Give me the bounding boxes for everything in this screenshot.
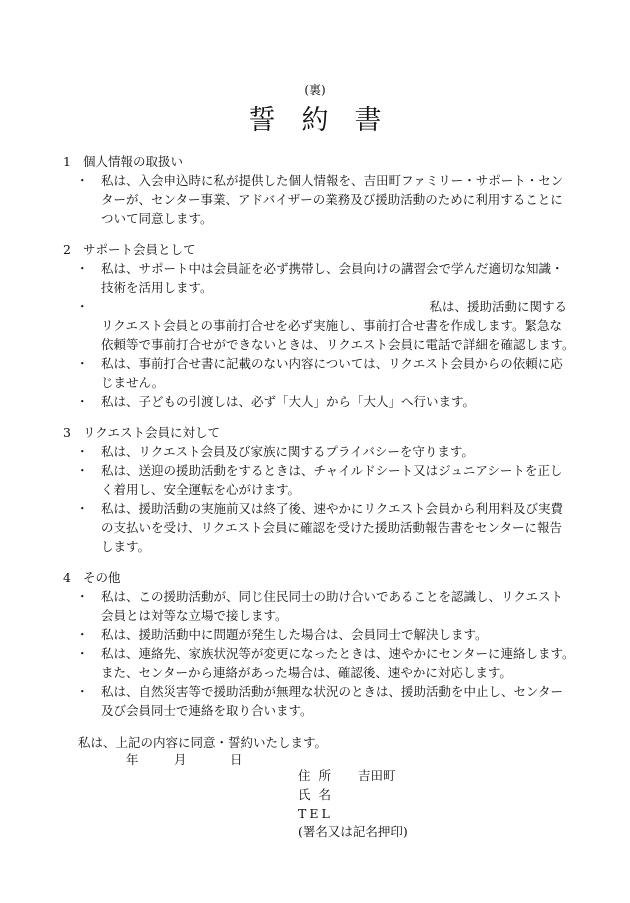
list-item	[63, 171, 573, 228]
item-list	[63, 587, 573, 720]
signature-note: (署名又は記名押印)	[298, 824, 408, 839]
item-line: 私は、子どもの引渡しは、必ず「大人」から「大人」へ行います。	[101, 394, 476, 409]
section-heading	[63, 240, 573, 259]
bullet-icon: ・	[76, 589, 89, 604]
item-line: 私は、この援助活動が、同じ住民同士の助け合いであることを認識し、リクエスト	[101, 589, 564, 604]
section-heading	[63, 423, 573, 442]
bullet-icon: ・	[76, 627, 89, 642]
item-line: 依頼等で事前打合せができないときは、リクエスト会員に電話で詳細を確認します。	[101, 337, 575, 352]
bullet-icon: ・	[76, 684, 89, 699]
section-personal-info	[63, 152, 573, 228]
section-other	[63, 568, 573, 720]
section-title: リクエスト会員に対して	[83, 425, 221, 440]
list-item	[63, 354, 573, 392]
list-item	[63, 625, 573, 644]
page-side-label: (裏)	[304, 83, 326, 97]
section-number: 2	[63, 242, 71, 257]
item-line: 私は、連絡先、家族状況等が変更になったときは、速やかにセンターに連絡します。	[101, 646, 575, 661]
item-line: 技術を活用します。	[101, 280, 213, 295]
tel-row[interactable]	[298, 804, 333, 823]
list-item	[63, 461, 573, 499]
bullet-icon: ・	[76, 173, 89, 188]
bullet-icon: ・	[76, 356, 89, 371]
bullet-icon: ・	[76, 299, 89, 314]
day-label: 日	[230, 752, 243, 767]
item-line: く着用し、安全運転を心がけます。	[101, 482, 301, 497]
bullet-icon: ・	[76, 501, 89, 516]
item-line: 私は、送迎の援助活動をするときは、チャイルドシート又はジュニアシートを正し	[101, 463, 563, 478]
list-item	[63, 644, 573, 682]
tel-label: TEL	[298, 806, 333, 821]
list-item	[63, 442, 573, 461]
item-line: 私は、自然災害等で援助活動が無理な状況のときは、援助活動を中止し、センター	[101, 684, 564, 699]
item-line: ターが、センター事業、アドバイザーの業務及び援助活動のために利用することに	[101, 192, 563, 207]
item-line: 私は、入会申込時に私が提供した個人情報を、吉田町ファミリー・サポート・セン	[101, 173, 564, 188]
address-value: 吉田町	[358, 768, 396, 783]
item-line: 私は、援助活動に関する	[429, 299, 567, 314]
item-line: また、センターから連絡があった場合は、確認後、速やかに対応します。	[101, 665, 512, 680]
item-line: 私は、援助活動中に問題が発生した場合は、会員同士で解決します。	[101, 627, 488, 642]
bullet-icon: ・	[76, 261, 89, 276]
item-line: 会員とは対等な立場で接します。	[101, 608, 288, 623]
list-item	[63, 499, 573, 556]
bullet-icon: ・	[76, 463, 89, 478]
item-line: ついて同意します。	[101, 211, 213, 226]
item-line: リクエスト会員との事前打合せを必ず実施し、事前打合せ書を作成します。緊急な	[101, 318, 563, 333]
month-label: 月	[174, 752, 187, 767]
section-title: 個人情報の取扱い	[83, 154, 184, 169]
item-list	[63, 171, 573, 228]
item-line: じません。	[101, 375, 165, 390]
bullet-icon: ・	[76, 646, 89, 661]
list-item	[63, 587, 573, 625]
address-label: 住 所	[298, 768, 333, 783]
item-list	[63, 259, 573, 411]
section-heading	[63, 568, 573, 587]
item-line: 私は、援助活動の実施前又は終了後、速やかにリクエスト会員から利用料及び実費	[101, 501, 564, 516]
address-row[interactable]	[298, 766, 396, 785]
section-number: 3	[63, 425, 71, 440]
name-row[interactable]	[298, 785, 358, 804]
document-title: 誓約書	[248, 105, 408, 136]
section-title: その他	[83, 570, 121, 585]
section-heading	[63, 152, 573, 171]
item-line: します。	[101, 539, 151, 554]
list-item	[63, 259, 573, 297]
date-line[interactable]	[126, 750, 243, 769]
section-support-member	[63, 240, 573, 411]
name-label: 氏 名	[298, 787, 333, 802]
item-line: 私は、リクエスト会員及び家族に関するプライバシーを守ります。	[101, 444, 474, 459]
list-item	[63, 392, 573, 411]
agreement-statement: 私は、上記の内容に同意・誓約いたします。	[78, 735, 328, 750]
list-item	[63, 297, 573, 354]
item-line: 私は、事前打合せ書に記載のない内容については、リクエスト会員からの依頼に応	[101, 356, 563, 371]
section-number: 1	[63, 154, 71, 169]
item-list	[63, 442, 573, 556]
section-title: サポート会員として	[83, 242, 196, 257]
item-line: 私は、サポート中は会員証を必ず携帯し、会員向けの講習会で学んだ適切な知識・	[101, 261, 564, 276]
bullet-icon: ・	[76, 444, 89, 459]
list-item	[63, 682, 573, 720]
item-line: 及び会員同士で連絡を取り合います。	[101, 703, 313, 718]
year-label: 年	[126, 752, 139, 767]
section-number: 4	[63, 570, 71, 585]
bullet-icon: ・	[76, 394, 89, 409]
item-line: の支払いを受け、リクエスト会員に確認を受けた援助活動報告書をセンターに報告	[101, 520, 563, 535]
section-request-member	[63, 423, 573, 556]
